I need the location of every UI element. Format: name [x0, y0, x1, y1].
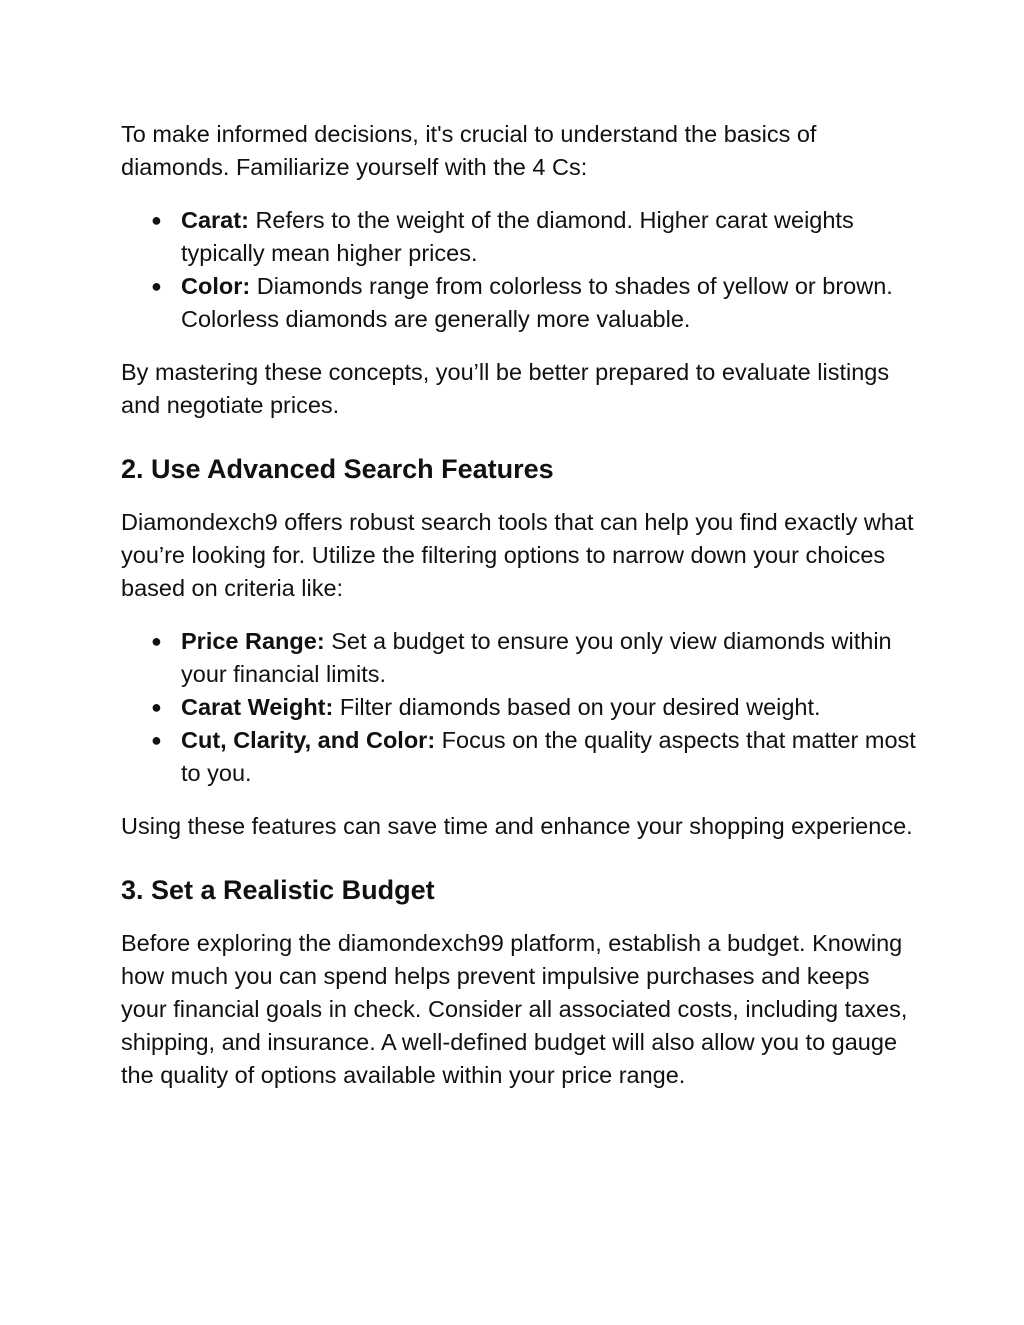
- bullet-icon: ●: [151, 697, 162, 717]
- list-item: [121, 204, 921, 270]
- bullet-icon: ●: [151, 730, 162, 750]
- list-item-text: Filter diamonds based on your desired weight.: [333, 694, 821, 720]
- list-item-text: Diamonds range from colorless to shades of yellow or brown. Colorless diamonds are generally more valuable.: [181, 273, 893, 332]
- list-item-term: Carat Weight:: [181, 694, 334, 720]
- list-item-term: Price Range:: [181, 628, 325, 654]
- list-item-text: Set a budget to ensure you only view diamonds within your financial limits.: [181, 628, 892, 687]
- section-3-paragraph: Before exploring the diamondexch99 platform, establish a budget. Knowing how much you can spend helps prevent impulsive purchases and keeps your financial goals in check. Consider all associated costs, including taxes, shipping, and insurance. A well-defined budget will also allow you to gauge the quality of options available within your price range.: [121, 930, 908, 1088]
- list-item: [121, 625, 921, 691]
- list-item-term: Color:: [181, 273, 251, 299]
- document-page: [121, 118, 921, 1092]
- section-2-closing-paragraph: Using these features can save time and enhance your shopping experience.: [121, 813, 913, 839]
- bullet-icon: ●: [151, 631, 162, 651]
- list-item-term: Cut, Clarity, and Color:: [181, 727, 436, 753]
- bullet-icon: ●: [151, 210, 162, 230]
- search-criteria-list: [121, 625, 921, 790]
- list-item: [121, 270, 921, 336]
- section-3-heading: 3. Set a Realistic Budget: [121, 875, 435, 905]
- list-item-term: Carat:: [181, 207, 249, 233]
- section-2-heading: 2. Use Advanced Search Features: [121, 454, 554, 484]
- intro-paragraph: To make informed decisions, it's crucial to understand the basics of diamonds. Familiarize yourself with the 4 Cs:: [121, 121, 817, 180]
- list-item: [121, 691, 921, 724]
- list-item-text: Focus on the quality aspects that matter most to you.: [181, 727, 916, 786]
- section-2-paragraph: Diamondexch9 offers robust search tools that can help you find exactly what you’re looking for. Utilize the filtering options to narrow down your choices based on criteria like:: [121, 509, 914, 601]
- list-item-text: Refers to the weight of the diamond. Higher carat weights typically mean higher prices.: [181, 207, 854, 266]
- bullet-icon: ●: [151, 276, 162, 296]
- four-cs-list: [121, 204, 921, 336]
- list-item: [121, 724, 921, 790]
- intro-closing-paragraph: By mastering these concepts, you’ll be better prepared to evaluate listings and negotiate prices.: [121, 359, 890, 418]
